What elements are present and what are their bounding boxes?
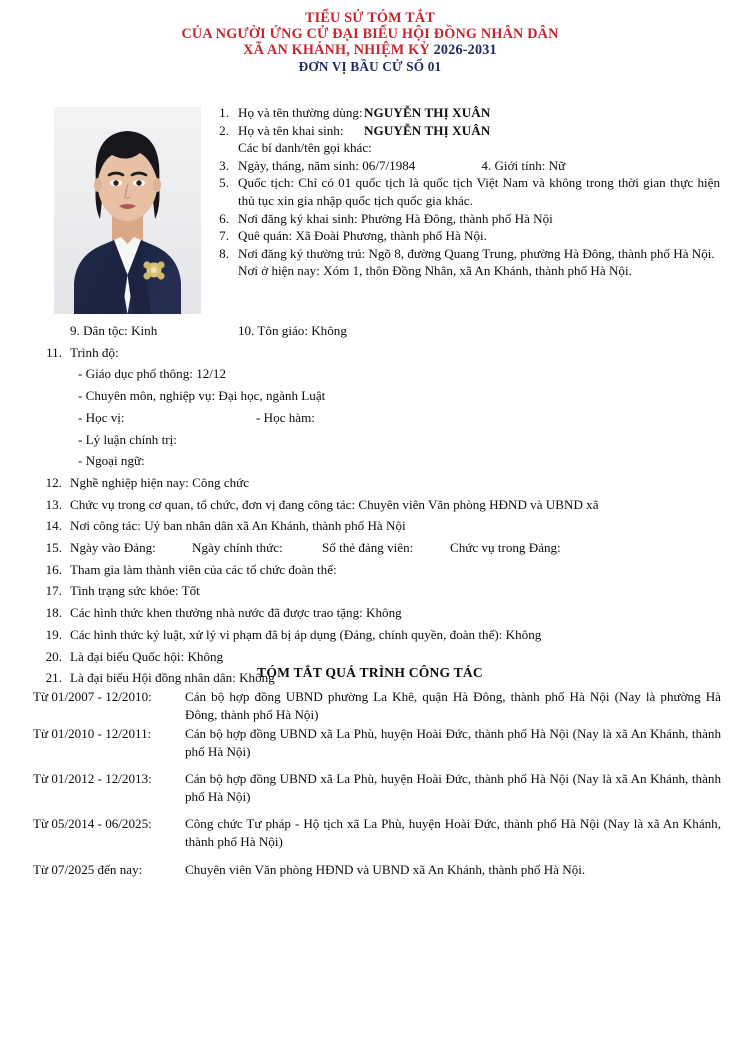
list-item-17 — [40, 582, 720, 600]
party-position-label: Chức vụ trong Đảng: — [450, 540, 561, 556]
item-5-number: 5. — [219, 175, 229, 191]
workplace-value: Nơi công tác: Uỷ ban nhân dân xã An Khánh, thành phố Hà Nội — [70, 518, 406, 534]
education-political-theory: - Lý luận chính trị: — [78, 431, 177, 447]
list-item-9-10 — [40, 322, 720, 340]
hometown-value: Quê quán: Xã Đoài Phương, thành phố Hà Nội. — [238, 228, 487, 244]
occupation-value: Nghề nghiệp hiện nay: Công chức — [70, 474, 250, 490]
party-info-row — [70, 539, 720, 557]
item-3-number: 3. — [219, 157, 229, 173]
nationality-value: Quốc tịch: Chỉ có 01 quốc tịch là quốc tịch Việt Nam và không trong thời gian thực hiện thủ tục xin gia nhập quốc tịch quốc gia khác. — [238, 175, 720, 209]
item-12-number: 12. — [45, 474, 62, 490]
list-item-19 — [40, 626, 720, 644]
ethnicity-religion-row — [70, 322, 720, 340]
list-item-7 — [212, 227, 720, 245]
title-line-1: TIỂU SỬ TÓM TẮT — [304, 10, 436, 26]
common-name-value: NGUYỄN THỊ XUÂN — [364, 105, 491, 120]
career-description: Cán bộ hợp đồng UBND xã La Phù, huyện Hoài Đức, thành phố Hà Nội (Nay là xã An Khánh, thành phố Hà Nội) — [185, 726, 721, 760]
career-entry — [33, 861, 723, 879]
title-term-years: 2026-2031 — [433, 41, 497, 58]
permanent-residence-value: Nơi đăng ký thường trú: Ngõ 8, đường Quang Trung, phường Hà Đông, thành phố Hà Nội. — [238, 245, 715, 261]
portrait-illustration — [54, 107, 201, 314]
ethnicity-value: 9. Dân tộc: Kinh — [70, 323, 158, 338]
list-item-16 — [40, 561, 720, 579]
career-entry — [33, 688, 723, 724]
career-description: Công chức Tư pháp - Hộ tịch xã La Phù, huyện Hoài Đức, thành phố Hà Nội (Nay là xã An Khánh, thành phố Hà Nội) — [185, 816, 721, 850]
education-foreign-language: - Ngoại ngữ: — [78, 453, 145, 469]
list-item-11 — [40, 344, 720, 362]
career-period: Từ 01/2012 - 12/2013: — [33, 771, 152, 787]
list-item-1 — [212, 104, 720, 122]
personal-info-main-list — [40, 322, 720, 687]
personal-info-top-list — [212, 104, 720, 280]
document-title-block — [0, 0, 740, 75]
item-20-number: 20. — [45, 648, 62, 664]
career-entry — [33, 725, 723, 761]
item-7-number: 7. — [219, 228, 229, 244]
item-16-number: 16. — [45, 561, 62, 577]
item-2-label: Họ và tên khai sinh: — [238, 122, 344, 138]
item-3-content — [238, 157, 720, 175]
gender-value: Giới tính: Nữ — [494, 157, 566, 173]
list-item-20 — [40, 648, 720, 666]
education-degree-row — [40, 409, 720, 427]
item-13-number: 13. — [45, 496, 62, 512]
list-item-2 — [212, 122, 720, 140]
item-18-number: 18. — [45, 605, 62, 621]
career-entry — [33, 770, 723, 806]
item-1-label: Họ và tên thường dùng: — [238, 105, 363, 120]
item-4-number: 4. — [481, 157, 492, 173]
list-item-3 — [212, 157, 720, 175]
career-period: Từ 05/2014 - 06/2025: — [33, 816, 152, 832]
item-14-number: 14. — [45, 518, 62, 534]
title-line-2: CỦA NGƯỜI ỨNG CỬ ĐẠI BIỂU HỘI ĐỒNG NHÂN DÂN — [181, 25, 559, 42]
education-label: Trình độ: — [70, 344, 119, 360]
item-1-number: 1. — [219, 105, 229, 120]
party-card-number-label: Số thẻ đảng viên: — [322, 540, 414, 556]
item-19-number: 19. — [45, 626, 62, 642]
list-item-2-alias — [212, 139, 720, 157]
party-join-date-label: Ngày vào Đảng: — [70, 540, 156, 556]
career-entry — [33, 815, 723, 851]
disciplinary-value: Các hình thức kỷ luật, xử lý vi phạm đã bị áp dụng (Đảng, chính quyền, đoàn thể): Không — [70, 626, 542, 642]
current-position-value: Chức vụ trong cơ quan, tổ chức, đơn vị đang công tác: Chuyên viên Văn phòng HĐND và UBND xã — [70, 496, 599, 512]
title-line-3-text: XÃ AN KHÁNH, NHIỆM KỲ — [243, 41, 434, 58]
career-description: Cán bộ hợp đồng UBND phường La Khê, quận Hà Đông, thành phố Hà Nội (Nay là phường Hà Đông, thành phố Hà Nội) — [185, 689, 721, 723]
career-description: Chuyên viên Văn phòng HĐND và UBND xã An Khánh, thành phố Hà Nội. — [185, 861, 586, 877]
list-item-8-current-address — [212, 262, 720, 280]
career-period: Từ 01/2010 - 12/2011: — [33, 726, 152, 742]
list-item-13 — [40, 496, 720, 514]
organizations-label: Tham gia làm thành viên của các tổ chức đoàn thể: — [70, 561, 337, 577]
birth-name-value: NGUYỄN THỊ XUÂN — [364, 122, 491, 138]
item-1-content — [238, 104, 720, 122]
item-6-number: 6. — [219, 210, 229, 226]
party-official-date-label: Ngày chính thức: — [192, 540, 283, 556]
title-line-3 — [0, 43, 740, 59]
list-item-8 — [212, 245, 720, 263]
item-2-content — [238, 122, 720, 140]
birth-registration-place: Nơi đăng ký khai sinh: Phường Hà Đông, thành phố Hà Nội — [238, 210, 553, 226]
brooch-icon — [143, 261, 164, 279]
date-of-birth: Ngày, tháng, năm sinh: 06/7/1984 — [238, 157, 416, 173]
health-status-value: Tình trạng sức khỏe: Tốt — [70, 583, 200, 599]
education-academic-rank-label: - Học hàm: — [256, 409, 315, 425]
item-2-number: 2. — [219, 122, 229, 138]
list-item-14 — [40, 517, 720, 535]
education-general: - Giáo dục phổ thông: 12/12 — [78, 366, 227, 382]
item-17-number: 17. — [45, 583, 62, 599]
list-item-12 — [40, 474, 720, 492]
career-period: Từ 01/2007 - 12/2010: — [33, 689, 152, 704]
alias-label: Các bí danh/tên gọi khác: — [238, 140, 372, 156]
candidate-photo — [54, 107, 201, 314]
list-item-5 — [212, 174, 720, 209]
national-assembly-deputy-value: Là đại biểu Quốc hội: Không — [70, 648, 224, 664]
list-item-15 — [40, 539, 720, 557]
career-section-heading: TÓM TẮT QUÁ TRÌNH CÔNG TÁC — [257, 665, 483, 680]
education-degree-label: - Học vị: — [78, 409, 125, 425]
current-address-value: Nơi ở hiện nay: Xóm 1, thôn Đồng Nhân, xã An Khánh, thành phố Hà Nội. — [238, 263, 632, 279]
item-21-number: 21. — [45, 670, 62, 686]
education-professional: - Chuyên môn, nghiệp vụ: Đại học, ngành Luật — [78, 388, 326, 404]
career-description: Cán bộ hợp đồng UBND xã La Phù, huyện Hoài Đức, thành phố Hà Nội (Nay là xã An Khánh, thành phố Hà Nội) — [185, 771, 721, 805]
awards-value: Các hình thức khen thưởng nhà nước đã được trao tặng: Không — [70, 605, 402, 621]
list-item-6 — [212, 210, 720, 228]
religion-value: 10. Tôn giáo: Không — [238, 323, 347, 338]
career-history-list — [33, 688, 723, 879]
item-11-number: 11. — [46, 344, 62, 360]
item-8-number: 8. — [219, 245, 229, 261]
career-period: Từ 07/2025 đến nay: — [33, 861, 143, 877]
peoples-council-deputy-value: Là đại biểu Hội đồng nhân dân: Không — [70, 670, 275, 686]
item-15-number: 15. — [45, 540, 62, 556]
title-line-4-electoral-unit: ĐƠN VỊ BẦU CỬ SỐ 01 — [298, 58, 442, 74]
list-item-18 — [40, 604, 720, 622]
